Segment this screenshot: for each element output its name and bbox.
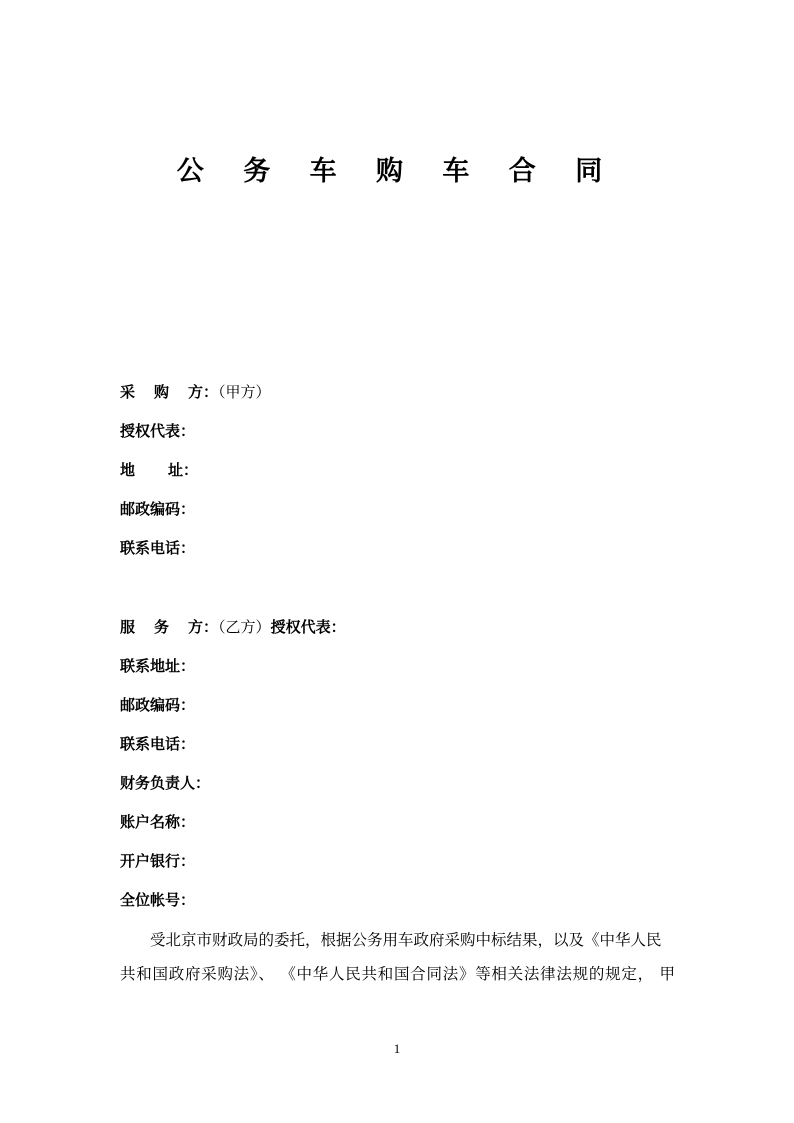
buyer-rep-label: 授权代表： xyxy=(120,422,196,440)
buyer-phone-label: 联系电话： xyxy=(120,539,196,557)
buyer-address-field xyxy=(120,460,198,480)
seller-party-field xyxy=(120,617,346,637)
buyer-party-value: （甲方） xyxy=(218,383,271,401)
seller-address-field xyxy=(120,656,195,676)
seller-address-label: 联系地址： xyxy=(120,657,196,675)
seller-bank-field xyxy=(120,851,195,871)
seller-rep-label: 授权代表： xyxy=(270,618,346,636)
seller-finance-label: 财务负责人： xyxy=(120,774,211,792)
buyer-rep-field xyxy=(120,421,195,441)
seller-account-no-field xyxy=(120,890,195,910)
buyer-phone-field xyxy=(120,538,195,558)
seller-phone-field xyxy=(120,734,195,754)
buyer-postcode-label: 邮政编码： xyxy=(120,500,196,518)
seller-account-name-field xyxy=(120,812,195,832)
seller-account-no-label: 全位帐号： xyxy=(120,891,196,909)
buyer-party-label: 采 购 方： xyxy=(120,383,219,401)
paragraph-line-1: 受北京市财政局的委托，根据公务用车政府采购中标结果，以及《中华人民 xyxy=(150,931,662,949)
buyer-postcode-field xyxy=(120,499,195,519)
page-number: 1 xyxy=(393,1041,401,1056)
buyer-address-label: 地 址： xyxy=(120,461,199,479)
buyer-party-field xyxy=(120,382,271,402)
seller-account-name-label: 账户名称： xyxy=(120,813,196,831)
seller-postcode-field xyxy=(120,695,195,715)
paragraph-line-2: 共和国政府采购法》、 《中华人民共和国合同法》等相关法律法规的规定， 甲 xyxy=(120,965,675,983)
page-title: 公 务 车 购 车 合 同 xyxy=(176,156,618,187)
seller-finance-field xyxy=(120,773,210,793)
seller-party-label: 服 务 方： xyxy=(120,618,219,636)
seller-bank-label: 开户银行： xyxy=(120,852,196,870)
seller-party-value: （乙方） xyxy=(218,618,271,636)
seller-postcode-label: 邮政编码： xyxy=(120,696,196,714)
seller-phone-label: 联系电话： xyxy=(120,735,196,753)
